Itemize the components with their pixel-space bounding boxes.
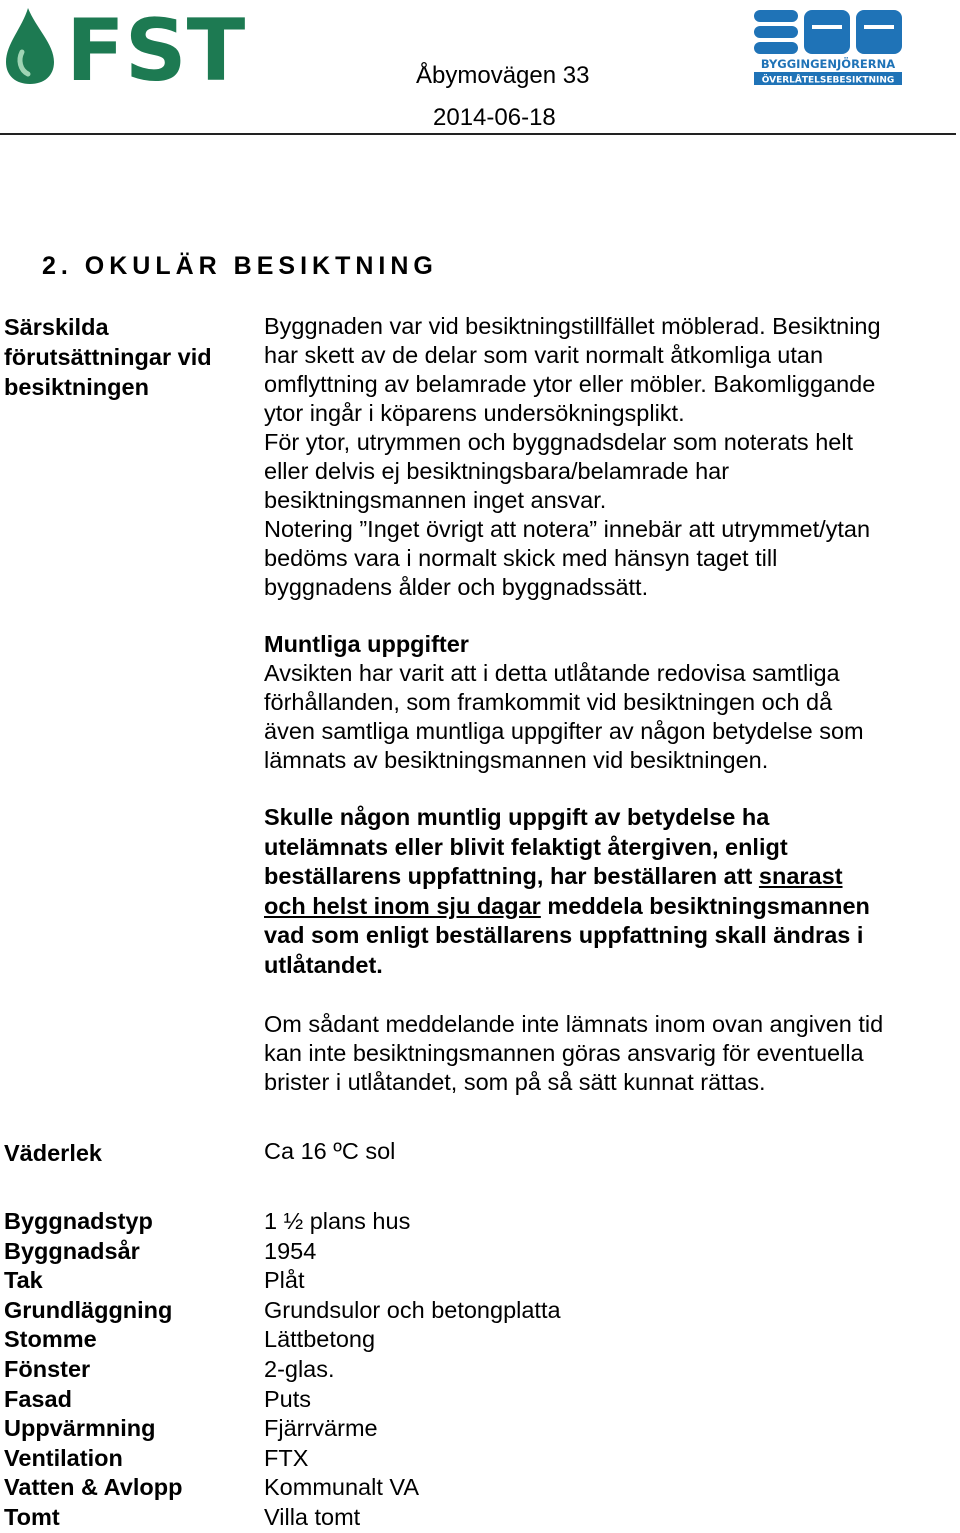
text-line: Om sådant meddelande inte lämnats inom ovan angiven tid (264, 1011, 884, 1037)
text-line: även samtliga muntliga uppgifter av någon betydelse som (264, 718, 864, 744)
sarskilda-label (4, 312, 212, 402)
fact-key: Fönster (4, 1355, 91, 1382)
om-block (264, 1010, 944, 1097)
fact-value: Grundsulor och betongplatta (264, 1296, 561, 1323)
notice-underlined: snarast (758, 863, 843, 890)
fact-key: Ventilation (4, 1444, 123, 1471)
address: Åbymovägen 33 (416, 62, 590, 89)
fact-value: 2-glas. (264, 1355, 335, 1382)
notice-line: utelämnats eller blivit felaktigt återgiven, enligt (264, 833, 788, 860)
notice-underlined: och helst inom sju dagar (264, 892, 541, 919)
label-line: Särskilda (4, 314, 109, 340)
text-line: bedöms vara i normalt skick med hänsyn taget till (264, 545, 778, 571)
fact-value: Puts (264, 1385, 312, 1412)
fact-value: 1954 (264, 1237, 317, 1264)
muntliga-heading: Muntliga uppgifter (264, 631, 469, 657)
text-line: ytor ingår i köparens undersökningsplikt. (264, 400, 685, 426)
text-line: omflyttning av belamrade ytor eller möbler. Bakomliggande (264, 371, 876, 397)
notice-line (264, 862, 944, 892)
page-header (0, 0, 960, 136)
text-line: lämnats av besiktningsmannen vid besiktningen. (264, 747, 769, 773)
logo-line2: ÖVERLÅTELSEBESIKTNING (761, 75, 895, 86)
label-line: besiktningen (4, 374, 149, 400)
fact-value: Villa tomt (264, 1503, 361, 1530)
fact-key: Uppvärmning (4, 1415, 156, 1442)
vaderlek-value: Ca 16 ºC sol (264, 1138, 396, 1164)
text-line: förhållanden, som framkommit vid besiktningen och då (264, 689, 833, 715)
notice-line (264, 892, 944, 922)
sarskilda-text (264, 312, 944, 602)
section-title: 2. OKULÄR BESIKTNING (42, 252, 438, 280)
text-line: besiktningsmannen inget ansvar. (264, 487, 607, 513)
fact-value: Fjärrvärme (264, 1415, 378, 1442)
text-line: Byggnaden var vid besiktningstillfället möblerad. Besiktning (264, 313, 881, 339)
text-line: byggnadens ålder och byggnadssätt. (264, 574, 649, 600)
text-line: Notering ”Inget övrigt att notera” innebär att utrymmet/ytan (264, 516, 871, 542)
notice-line: Skulle någon muntlig uppgift av betydelse ha (264, 804, 770, 830)
notice-block (264, 803, 944, 981)
fact-value: 1 ½ plans hus (264, 1208, 411, 1234)
text-line: kan inte besiktningsmannen göras ansvarig för eventuella (264, 1040, 864, 1066)
fact-value: Lättbetong (264, 1326, 376, 1353)
byggingenjorerna-logo (752, 6, 904, 88)
notice-text: beställarens uppfattning, har beställaren att (264, 863, 759, 890)
fact-key: Tomt (4, 1503, 60, 1530)
fact-key: Byggnadsår (4, 1237, 140, 1264)
text-line: brister i utlåtandet, som på så sätt kunnat rättas. (264, 1069, 766, 1095)
fact-key: Vatten & Avlopp (4, 1474, 183, 1501)
text-line: För ytor, utrymmen och byggnadsdelar som noterats helt (264, 429, 854, 455)
fact-key: Stomme (4, 1326, 97, 1353)
fact-key: Fasad (4, 1385, 72, 1412)
notice-line: vad som enligt beställarens uppfattning skall ändras i (264, 922, 864, 949)
fact-value: FTX (264, 1444, 309, 1471)
fst-logo (2, 4, 272, 88)
header-divider (0, 133, 956, 135)
text-line: har skett av de delar som varit normalt åtkomliga utan (264, 342, 824, 368)
notice-line: utlåtandet. (264, 951, 383, 978)
text-line: eller delvis ej besiktningsbara/belamrade har (264, 458, 730, 484)
label-line: förutsättningar vid (4, 344, 212, 370)
logo-line1: BYGGINGENJÖRERNA (760, 57, 896, 71)
fst-logo-text: FST (66, 4, 246, 88)
text-line: Avsikten har varit att i detta utlåtande redovisa samtliga (264, 660, 840, 686)
fact-key: Tak (4, 1267, 43, 1294)
fact-key: Grundläggning (4, 1296, 173, 1323)
report-date: 2014-06-18 (433, 104, 556, 131)
fact-value: Plåt (264, 1267, 305, 1294)
fact-value: Kommunalt VA (264, 1474, 419, 1501)
notice-text: meddela besiktningsmannen (540, 892, 870, 919)
fact-key: Byggnadstyp (4, 1208, 153, 1234)
muntliga-block (264, 630, 944, 775)
vaderlek-label: Väderlek (4, 1140, 102, 1166)
